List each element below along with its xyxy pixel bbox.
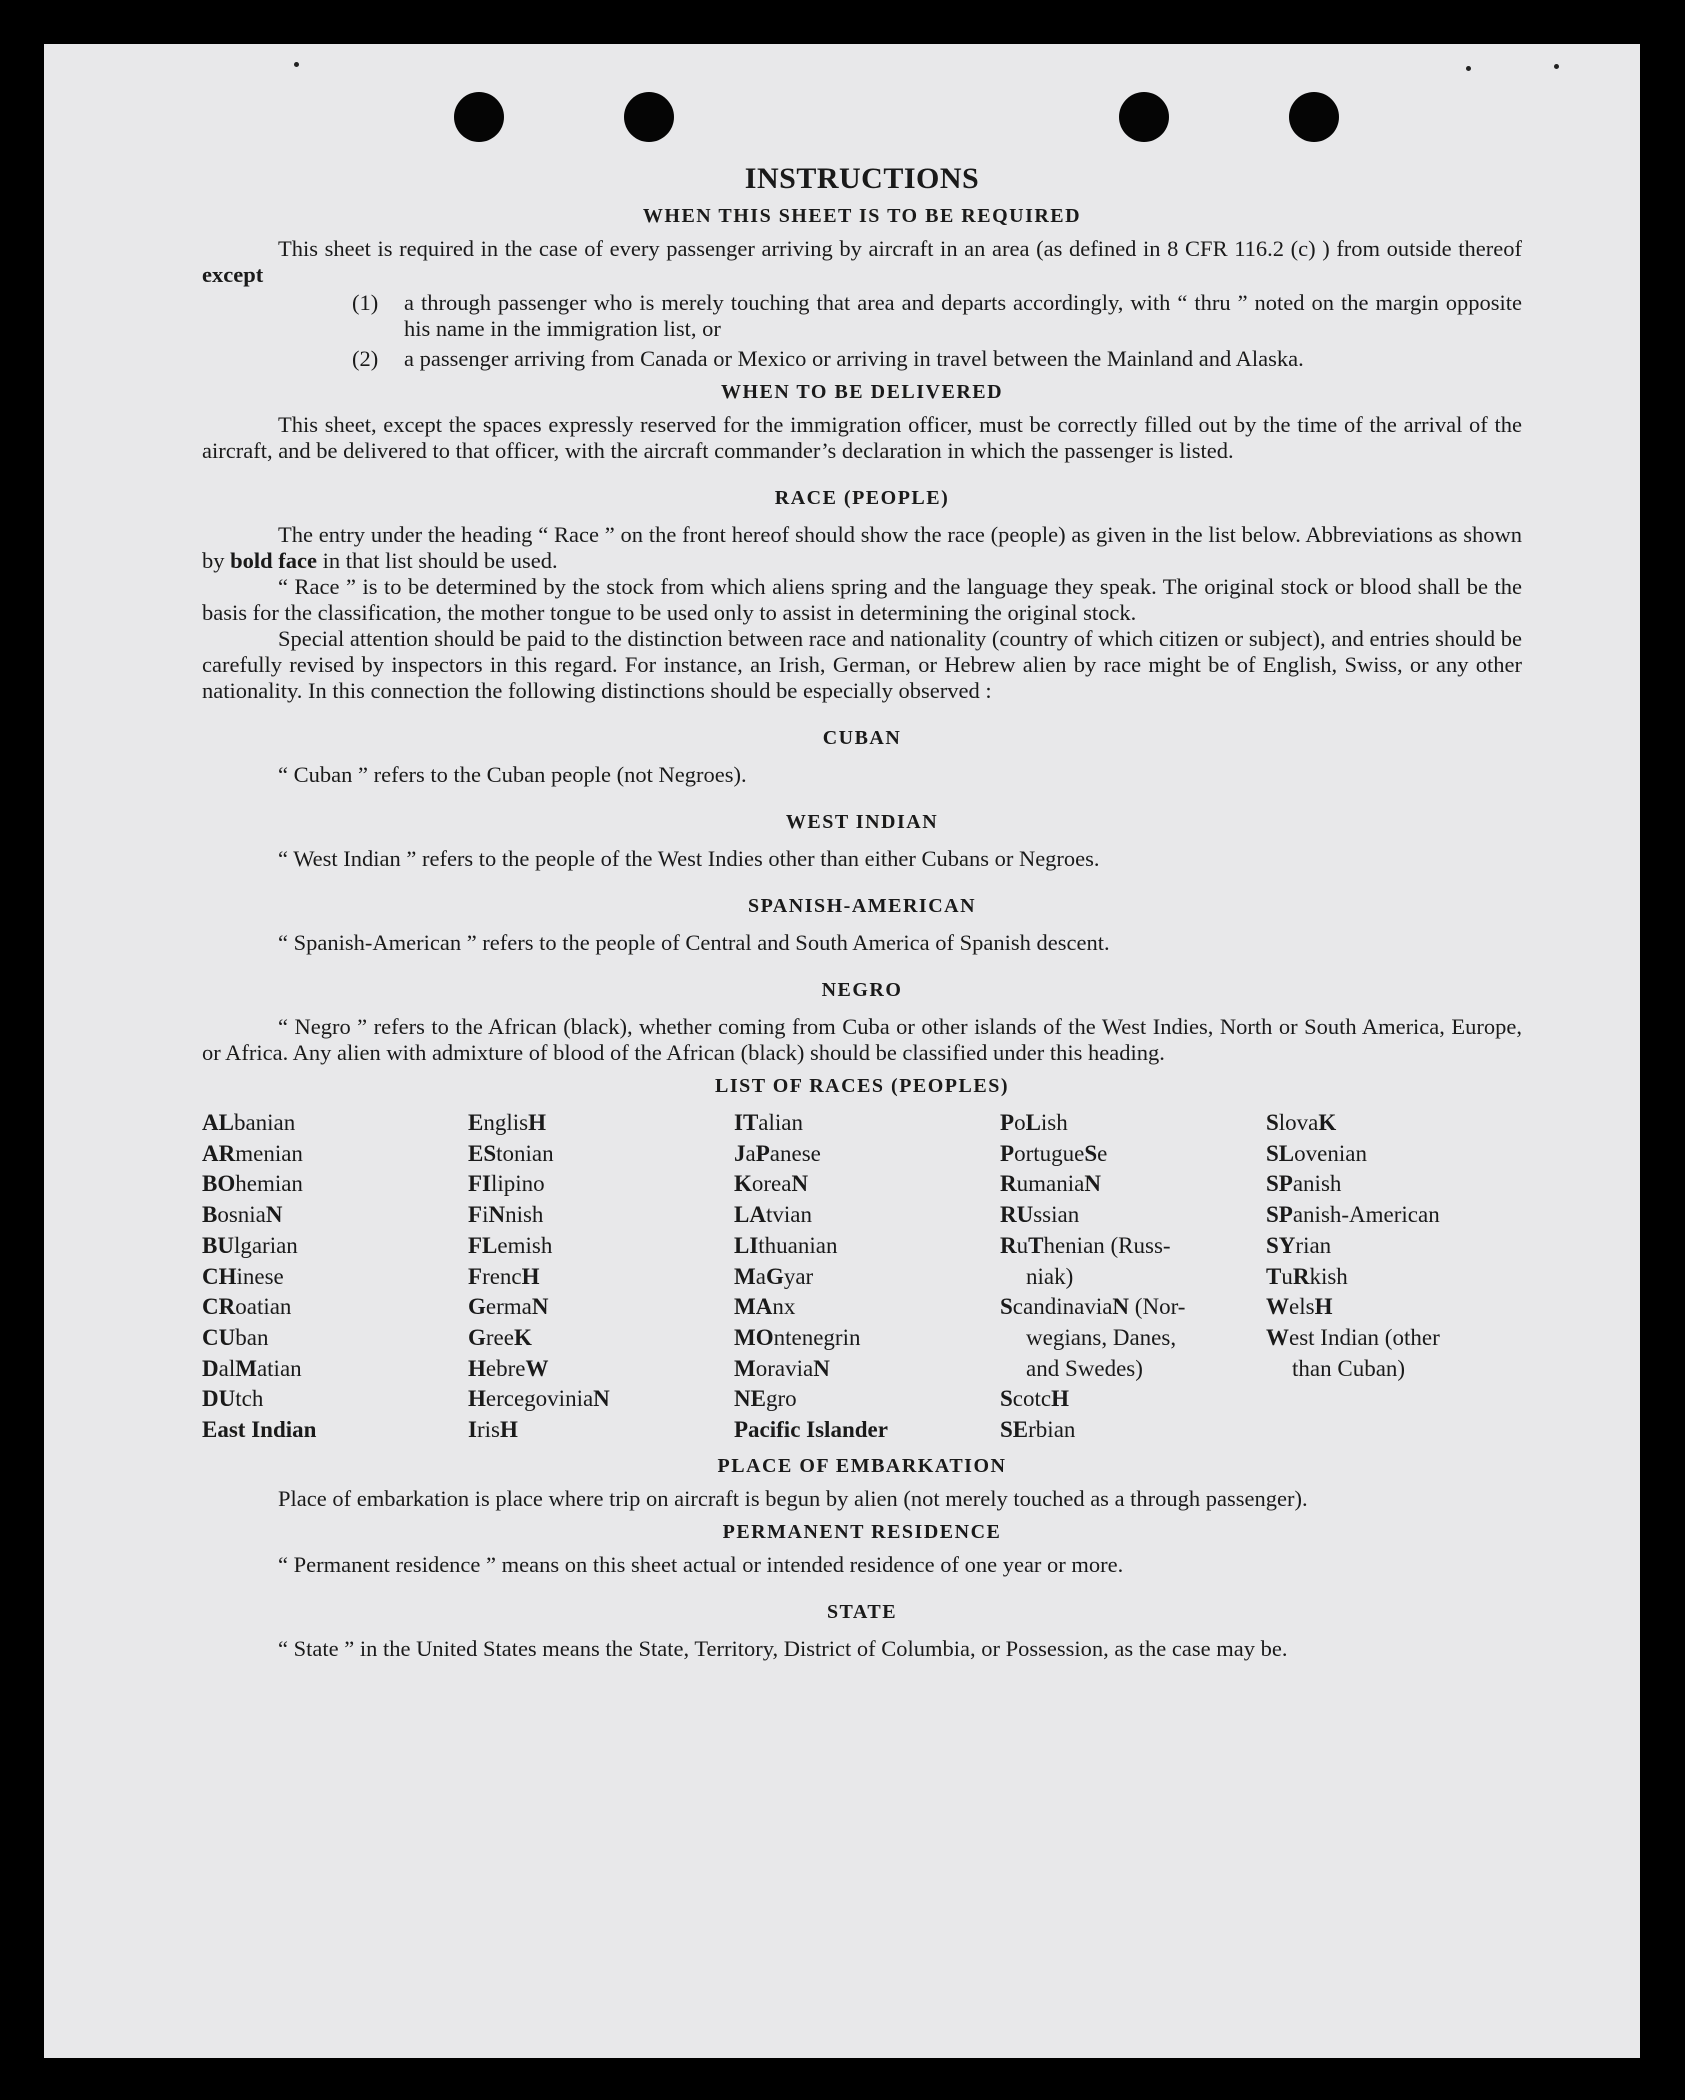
- required-intro: This sheet is required in the case of every passenger arriving by aircraft in an area (as defined in 8 CFR 116.2 (c) ) from outside thereof except: [202, 236, 1522, 287]
- heading-spanish-american: SPANISH-AMERICAN: [747, 895, 977, 917]
- speck: [294, 62, 299, 67]
- races-column: [734, 1108, 1000, 1446]
- race-entry: CUban: [202, 1324, 269, 1350]
- instructions-content: [202, 162, 1522, 1662]
- punch-hole: [624, 92, 674, 142]
- race-entry: HebreW: [468, 1355, 549, 1381]
- race-entry: SLovenian: [1266, 1140, 1367, 1166]
- race-entry: HercegoviniaN: [468, 1386, 610, 1412]
- document-sheet: [44, 44, 1640, 2058]
- race-entry: PortugueSe: [1000, 1140, 1108, 1166]
- races-column: [1000, 1108, 1266, 1446]
- race-entry: SYrian: [1266, 1232, 1332, 1258]
- race-entry: EnglisH: [468, 1110, 546, 1135]
- race-entry: SPanish: [1266, 1171, 1342, 1197]
- race-entry: FiNnish: [468, 1202, 544, 1228]
- race-entry: JaPanese: [734, 1140, 821, 1166]
- race-entry: LAtvian: [734, 1202, 812, 1228]
- race-entry: WelsH: [1266, 1294, 1333, 1320]
- races-column: [1266, 1108, 1522, 1446]
- race-entry: TuRkish: [1266, 1263, 1348, 1289]
- race-entry: LIthuanian: [734, 1232, 838, 1258]
- race-entry: KoreaN: [734, 1171, 809, 1197]
- list-item: (2) a passenger arriving from Canada or Mexico or arriving in travel between the Mainland and Alaska.: [352, 346, 1304, 371]
- race-entry: than Cuban): [1292, 1355, 1406, 1381]
- race-paragraph-3: Special attention should be paid to the distinction between race and nationality (country of which citizen or subject), and entries should be carefully revised by inspectors in this regard. For instance, an Irish, German, or Hebrew alien by race might be of English, Swiss, or any other nationality. In this connection the following distinctions should be especially observed :: [202, 626, 1522, 703]
- heading-residence: PERMANENT RESIDENCE: [722, 1520, 1002, 1543]
- list-item: (1) a through passenger who is merely touching that area and departs accordingly, with “ thru ” noted on the margin opposite his name in the immigration list, or: [352, 290, 1522, 341]
- state-text: “ State ” in the United States means the State, Territory, District of Columbia, or Possession, as the case may be.: [278, 1635, 1288, 1661]
- race-entry: GermaN: [468, 1294, 549, 1320]
- race-entry: MOntenegrin: [734, 1324, 861, 1350]
- race-entry: Pacific Islander: [734, 1417, 888, 1443]
- race-entry: NEgro: [734, 1386, 797, 1412]
- race-entry: BOhemian: [202, 1171, 303, 1197]
- race-entry: ALbanian: [202, 1110, 296, 1135]
- races-list: [202, 1108, 1522, 1446]
- race-entry: BosniaN: [202, 1202, 283, 1228]
- race-entry: SlovaK: [1266, 1110, 1337, 1135]
- heading-race: RACE (PEOPLE): [774, 487, 950, 509]
- race-entry: ITalian: [734, 1110, 803, 1135]
- punch-hole: [1119, 92, 1169, 142]
- speck: [1554, 64, 1559, 69]
- race-entry: RUssian: [1000, 1202, 1080, 1228]
- heading-delivered: WHEN TO BE DELIVERED: [720, 381, 1004, 403]
- race-entry: ARmenian: [202, 1140, 303, 1166]
- race-entry: SPanish-American: [1266, 1202, 1440, 1228]
- heading-races-list: LIST OF RACES (PEOPLES): [714, 1075, 1009, 1097]
- race-entry: FLemish: [468, 1232, 553, 1258]
- race-paragraph-1: The entry under the heading “ Race ” on the front hereof should show the race (people) as given in the list below. Abbreviations as shown by bold face in that list should be used.: [202, 522, 1522, 573]
- race-entry: FIlipino: [468, 1171, 545, 1197]
- race-entry: GreeK: [468, 1324, 532, 1350]
- race-entry: FrencH: [468, 1263, 540, 1289]
- race-entry: MAnx: [734, 1294, 796, 1320]
- race-paragraph-2: “ Race ” is to be determined by the stock from which aliens spring and the language they speak. The original stock or blood shall be the basis for the classification, the mother tongue to be used only to assist in determining the original stock.: [202, 574, 1522, 625]
- race-entry: CHinese: [202, 1263, 284, 1289]
- heading-cuban: CUBAN: [822, 727, 902, 749]
- race-entry: RumaniaN: [1000, 1171, 1101, 1197]
- race-entry: ScandinaviaN (Nor-: [1000, 1294, 1186, 1320]
- punch-hole: [1289, 92, 1339, 142]
- cuban-text: “ Cuban ” refers to the Cuban people (not Negroes).: [278, 762, 747, 787]
- delivered-text: This sheet, except the spaces expressly reserved for the immigration officer, must be correctly filled out by the time of the arrival of the aircraft, and be delivered to that officer, with the aircraft commander’s declaration in which the passenger is listed.: [202, 412, 1522, 463]
- race-entry: CRoatian: [202, 1294, 292, 1320]
- race-entry: West Indian (other: [1266, 1324, 1440, 1350]
- race-entry: EStonian: [468, 1140, 554, 1166]
- heading-west-indian: WEST INDIAN: [785, 811, 939, 833]
- race-entry: RuThenian (Russ-: [1000, 1232, 1171, 1258]
- race-entry: IrisH: [468, 1417, 518, 1443]
- heading-required: WHEN THIS SHEET IS TO BE REQUIRED: [642, 205, 1082, 227]
- race-entry: SErbian: [1000, 1417, 1076, 1443]
- race-entry: PoLish: [1000, 1110, 1068, 1135]
- race-entry: wegians, Danes,: [1026, 1324, 1177, 1350]
- embarkation-text: Place of embarkation is place where trip on aircraft is begun by alien (not merely touched as a through passenger).: [278, 1485, 1308, 1511]
- races-column: [202, 1108, 468, 1446]
- race-entry: DalMatian: [202, 1355, 302, 1381]
- negro-text: “ Negro ” refers to the African (black), whether coming from Cuba or other islands of the West Indies, North or South America, Europe, or Africa. Any alien with admixture of blood of the African (black) should be classified under this heading.: [202, 1014, 1522, 1065]
- race-entry: MoraviaN: [734, 1355, 830, 1381]
- spanish-american-text: “ Spanish-American ” refers to the people of Central and South America of Spanish descent.: [278, 930, 1110, 955]
- heading-state: STATE: [826, 1600, 898, 1623]
- residence-text: “ Permanent residence ” means on this sheet actual or intended residence of one year or more.: [278, 1551, 1124, 1577]
- page-title: INSTRUCTIONS: [744, 162, 980, 195]
- races-column: [468, 1108, 734, 1446]
- heading-negro: NEGRO: [821, 979, 903, 1001]
- race-entry: DUtch: [202, 1386, 264, 1412]
- race-entry: BUlgarian: [202, 1232, 298, 1258]
- race-entry: East Indian: [202, 1417, 317, 1443]
- race-entry: ScotcH: [1000, 1386, 1069, 1412]
- west-indian-text: “ West Indian ” refers to the people of the West Indies other than either Cubans or Negroes.: [278, 846, 1100, 871]
- race-entry: niak): [1026, 1263, 1074, 1289]
- punch-hole: [454, 92, 504, 142]
- speck: [1466, 66, 1471, 71]
- heading-embarkation: PLACE OF EMBARKATION: [717, 1454, 1007, 1477]
- race-entry: MaGyar: [734, 1263, 814, 1289]
- race-entry: and Swedes): [1026, 1355, 1143, 1381]
